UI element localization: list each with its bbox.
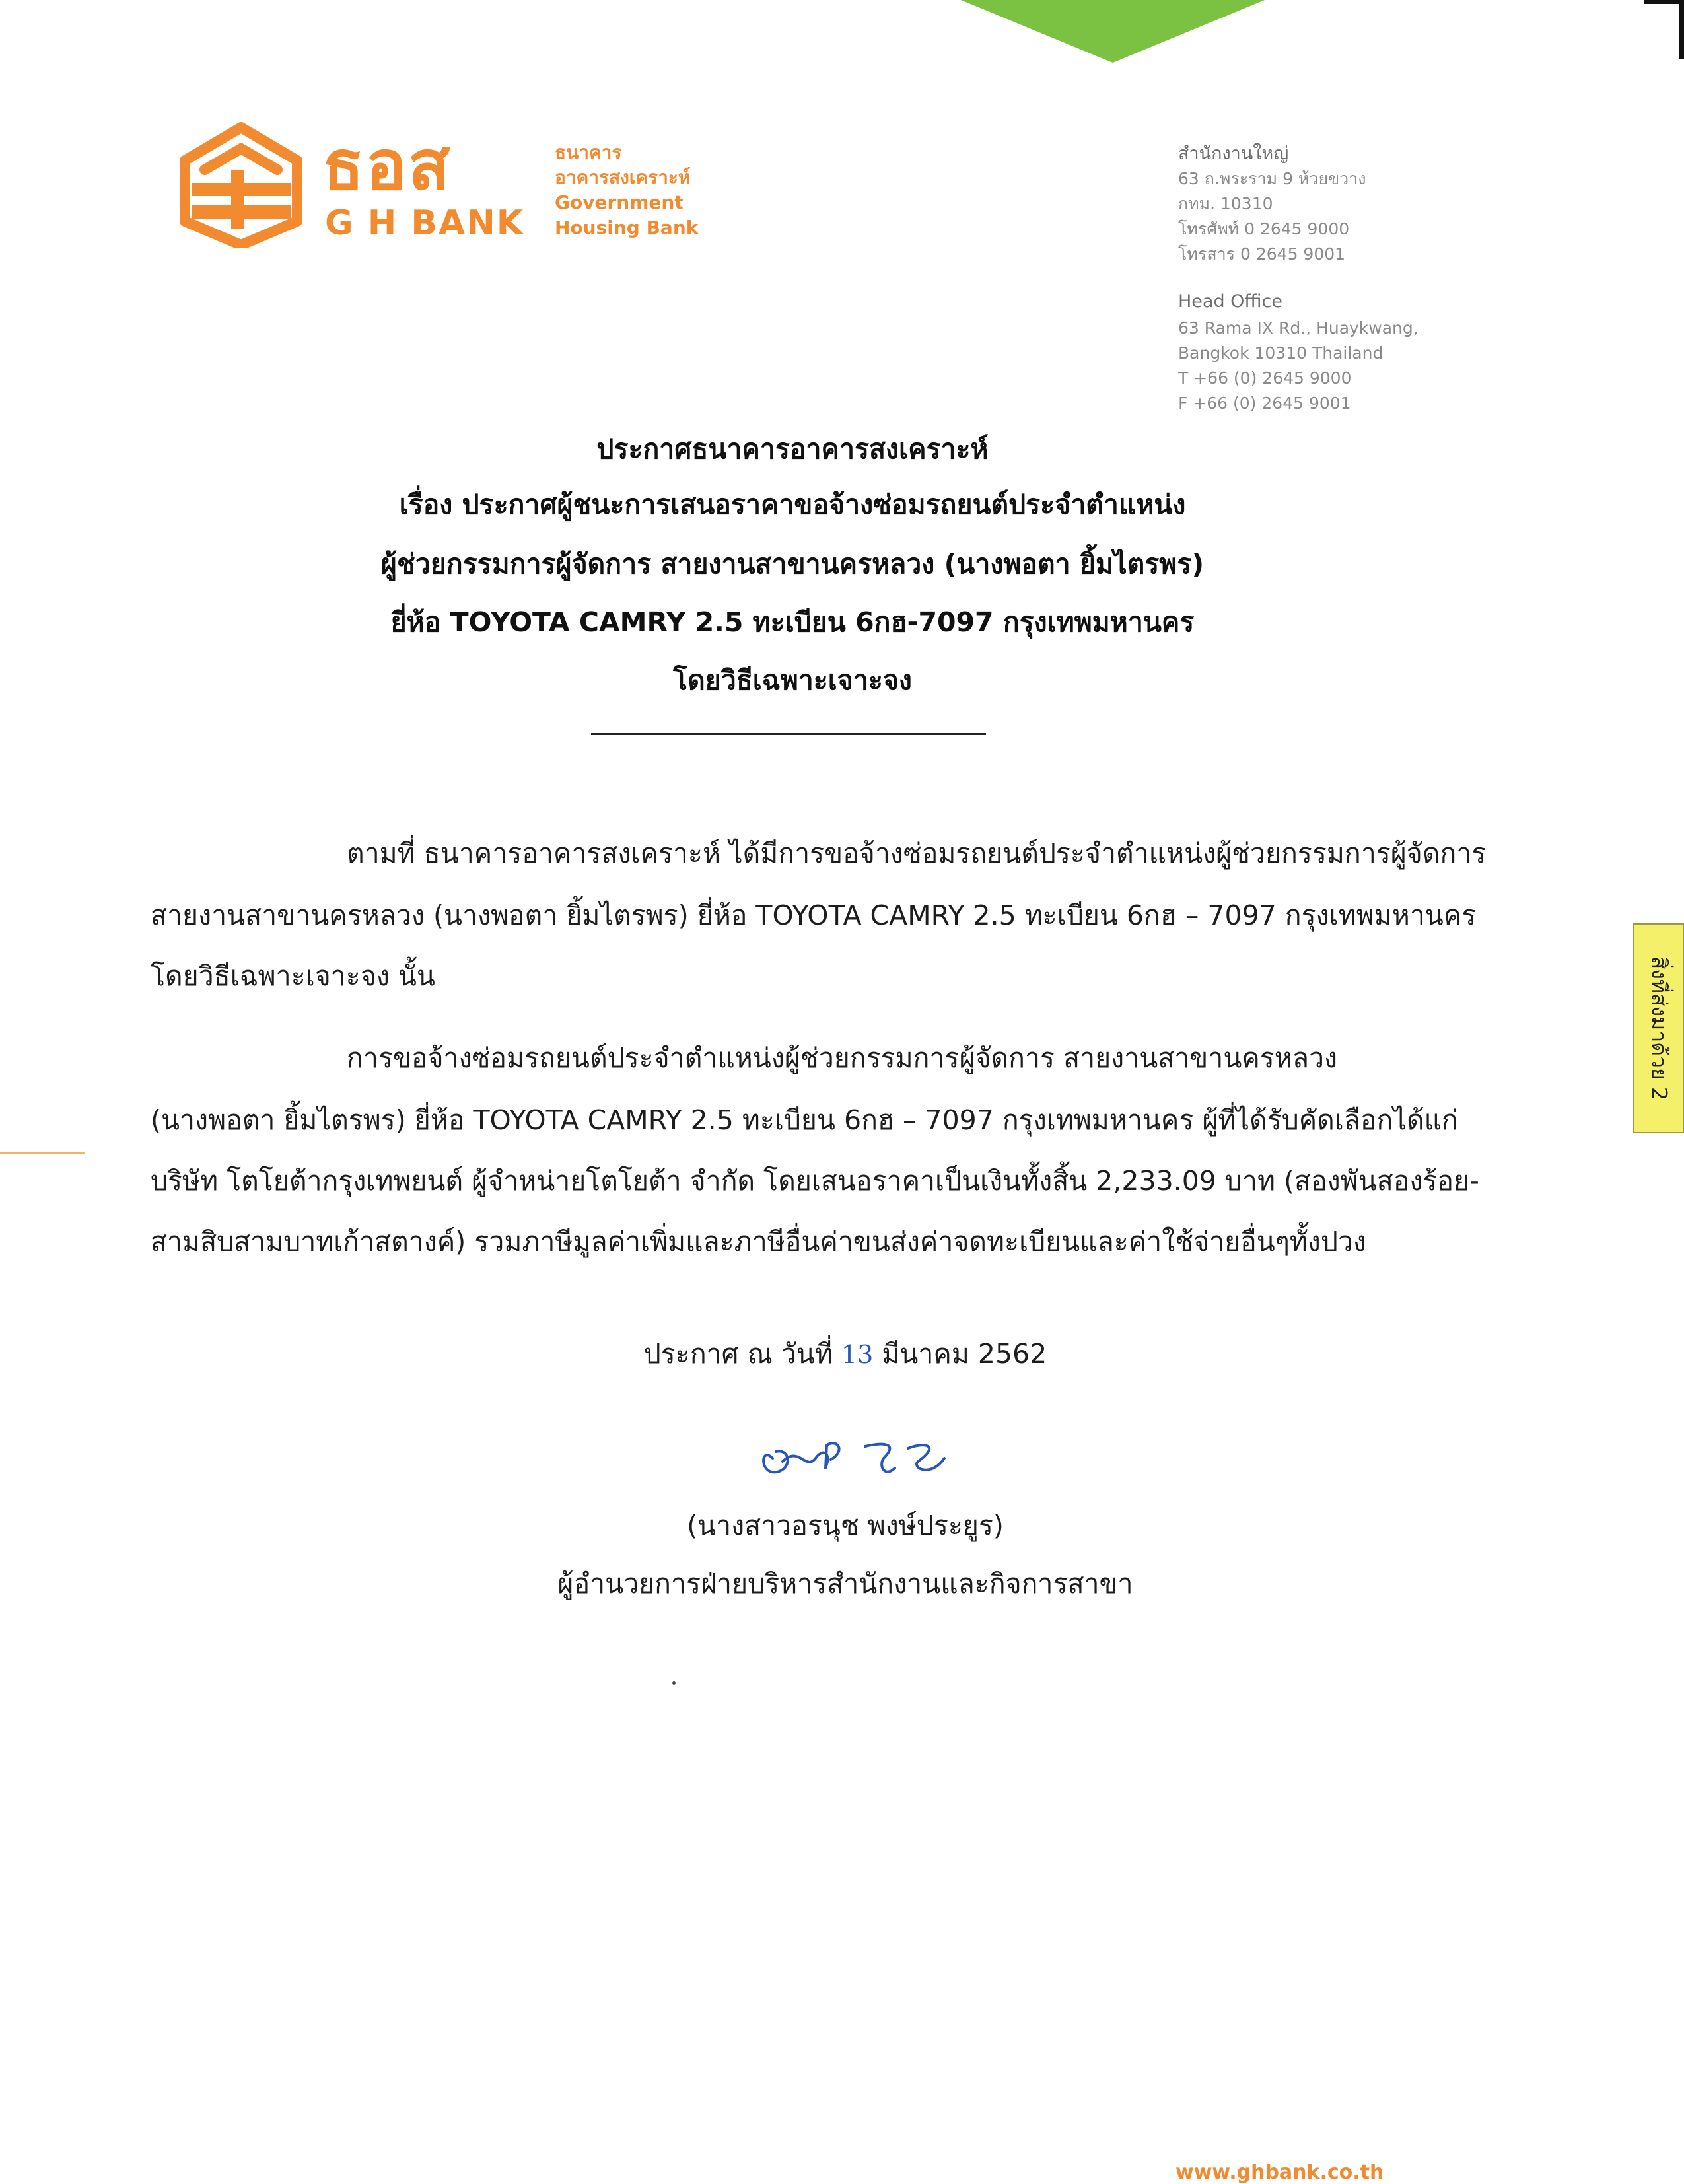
- brand-name-line: อาคารสงเคราะห์: [555, 166, 691, 188]
- ghbank-logo-icon: [178, 122, 304, 248]
- address-en-line: 63 Rama IX Rd., Huaykwang,: [1178, 318, 1419, 337]
- body-paragraph-line: สายงานสาขานครหลวง (นางพอตา ยิ้มไตรพร) ยี่ห้อ TOYOTA CAMRY 2.5 ทะเบียน 6กฮ – 7097 กรุงเทพมหานคร: [151, 899, 1477, 931]
- brand-name-line: Government: [555, 192, 684, 213]
- attachment-side-tab: [1633, 923, 1684, 1133]
- announce-date: [0, 1333, 1684, 1376]
- body-paragraph-line: ตามที่ ธนาคารอาคารสงเคราะห์ ได้มีการขอจ้างซ่อมรถยนต์ประจำตำแหน่งผู้ช่วยกรรมการผู้จัดการ: [347, 837, 1487, 869]
- signer-name: (นางสาวอรนุช พงษ์ประยูร): [687, 1510, 1004, 1541]
- announcement-subject-line: ยี่ห้อ TOYOTA CAMRY 2.5 ทะเบียน 6กฮ-7097 กรุงเทพมหานคร: [390, 606, 1195, 638]
- body-paragraph-line: การขอจ้างซ่อมรถยนต์ประจำตำแหน่งผู้ช่วยกรรมการผู้จัดการ สายงานสาขานครหลวง: [347, 1042, 1337, 1074]
- announcement-subject-line: โดยวิธีเฉพาะเจาะจง: [673, 664, 912, 696]
- announce-date-month-year: มีนาคม 2562: [882, 1338, 1047, 1370]
- address-th-title: สำนักงานใหญ่: [1178, 143, 1289, 164]
- address-en-line: T +66 (0) 2645 9000: [1178, 369, 1352, 388]
- address-en-line: F +66 (0) 2645 9001: [1178, 394, 1351, 413]
- body-paragraph-line: โดยวิธีเฉพาะเจาะจง นั้น: [151, 960, 435, 992]
- announcement-subject-line: ผู้ช่วยกรรมการผู้จัดการ สายงานสาขานครหลวง (นางพอตา ยิ้มไตรพร): [380, 548, 1205, 580]
- body-paragraph-line: บริษัท โตโยต้ากรุงเทพยนต์ ผู้จำหน่ายโตโยต้า จำกัด โดยเสนอราคาเป็นเงินทั้งสิ้น 2,233.09 บาท (สองพันสองร้อย-: [151, 1165, 1479, 1197]
- margin-mark: [0, 1152, 85, 1154]
- address-th-line: กทม. 10310: [1178, 194, 1273, 213]
- signer-position: ผู้อำนวยการฝ่ายบริหารสำนักงานและกิจการสาขา: [557, 1568, 1133, 1600]
- body-paragraph-line: (นางพอตา ยิ้มไตรพร) ยี่ห้อ TOYOTA CAMRY 2.5 ทะเบียน 6กฮ – 7097 กรุงเทพมหานคร ผู้ที่ได้รับคัดเลือกได้แก่: [151, 1104, 1458, 1136]
- address-th-line: 63 ถ.พระราม 9 ห้วยขวาง: [1178, 169, 1366, 188]
- announcement-title: ประกาศธนาคารอาคารสงเคราะห์: [596, 433, 989, 465]
- attachment-label: สิ่งที่ส่งมาด้วย 2: [1646, 956, 1671, 1101]
- stray-dot: [672, 1681, 676, 1685]
- brand-thai-wordmark: ธอส: [322, 125, 452, 205]
- address-en-line: Bangkok 10310 Thailand: [1178, 343, 1384, 363]
- announce-date-prefix: ประกาศ ณ วันที่: [643, 1338, 833, 1370]
- address-th-line: โทรสาร 0 2645 9001: [1178, 244, 1346, 264]
- footer-website: www.ghbank.co.th: [1175, 2161, 1384, 2184]
- top-green-tab: [961, 0, 1265, 63]
- brand-name-line: ธนาคาร: [555, 141, 622, 163]
- page-edge-mark: [1644, 0, 1684, 4]
- brand-name-line: Housing Bank: [555, 217, 699, 238]
- address-en-title: Head Office: [1178, 291, 1282, 312]
- brand-english-wordmark: G H BANK: [325, 203, 525, 243]
- body-paragraph-line: สามสิบสามบาทเก้าสตางค์) รวมภาษีมูลค่าเพิ่มและภาษีอื่นค่าขนส่งค่าจดทะเบียนและค่าใช้จ่ายอื่นๆทั้งปวง: [151, 1226, 1366, 1257]
- page-edge-mark-vertical: [1679, 0, 1684, 59]
- address-th-line: โทรศัพท์ 0 2645 9000: [1178, 219, 1350, 238]
- announcement-subject: เรื่อง ประกาศผู้ชนะการเสนอราคาขอจ้างซ่อมรถยนต์ประจำตำแหน่ง: [399, 489, 1186, 520]
- title-divider: [591, 733, 986, 735]
- handwritten-signature: [753, 1432, 958, 1491]
- announce-date-day: 13: [841, 1340, 874, 1369]
